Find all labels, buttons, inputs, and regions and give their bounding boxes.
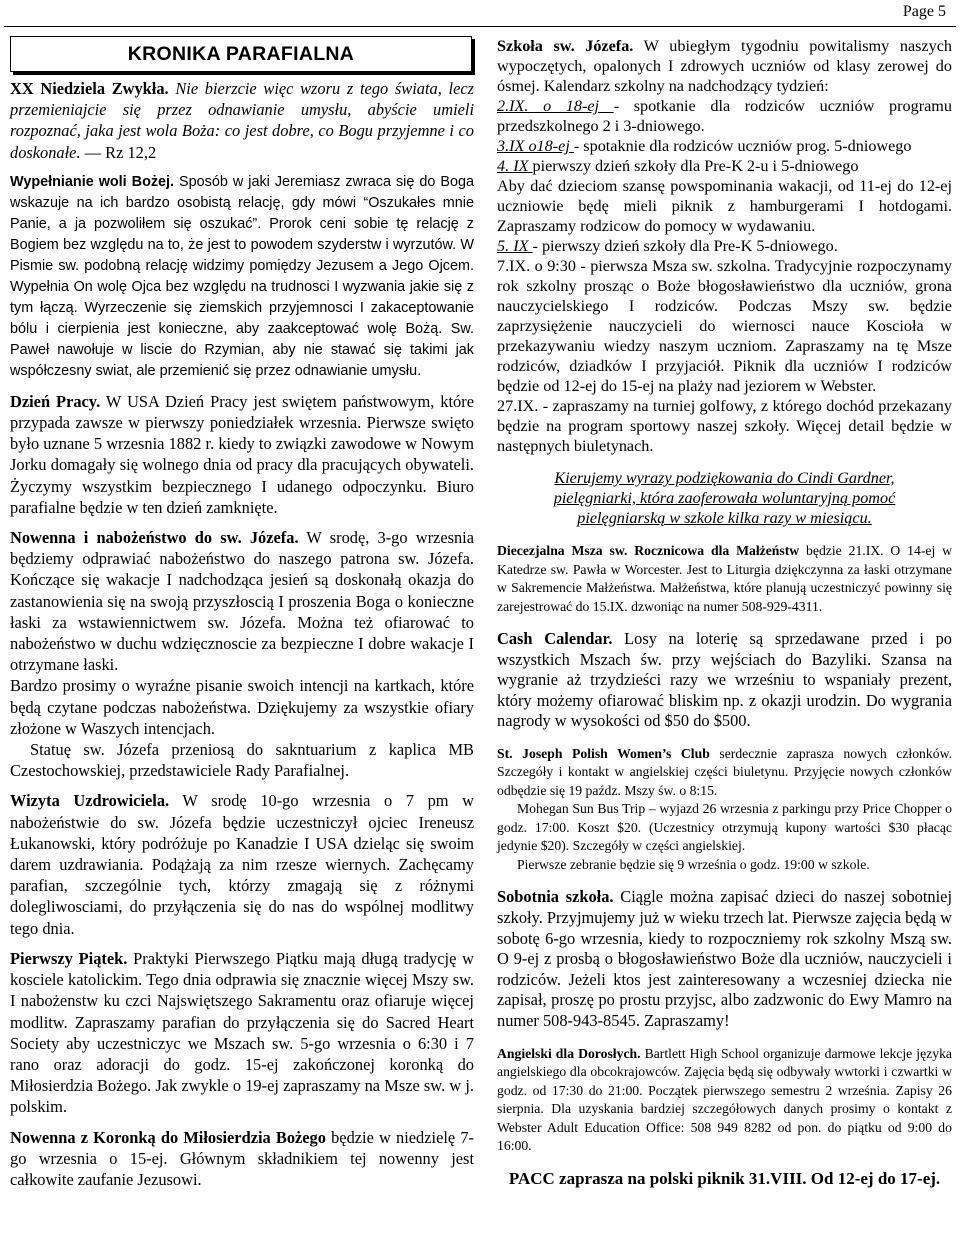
article-healer-visit <box>10 790 474 938</box>
article-title: St. Joseph Polish Women’s Club <box>497 745 710 761</box>
article-cash-calendar <box>497 629 952 732</box>
calendar-date: 4. IX <box>497 157 533 175</box>
article-title: Szkoła sw. Józefa. <box>497 37 634 55</box>
article-title: Nowenna i nabożeństwo do sw. Józefa. <box>10 528 299 548</box>
article-body: Mohegan Sun Bus Trip – wyjazd 26 wrzesnia z parkingu przy Price Chopper o godz. 17:00. Koszt $20. (Uczestnicy otrzymują kupony wartości $30 płacąc jedynie $20). Szczegóły w części angielskiej. <box>497 801 952 854</box>
article-body: Pierwsze zebranie będzie się 9 września o godz. 19:00 w szkole. <box>517 856 870 872</box>
article-body: Sposób w jaki Jeremiasz zwraca się do Boga wskazuje na ich bardzo osobistą relację, gdy mówi “Oszukałes mnie Panie, a ja pozwoliłem się oszukać”. Prorok ceni sobie tę relację z Bogiem bez względu na to, że jest to powodem szyderstw i wyrzutów. W Pismie sw. podobną relację widzimy pomiędzy Jezusem a Jego Ojcem. Wypełnia On wolę Ojca bez względu na trudnosci I wyzwania jakie się z tym łączą. Wyrzeczenie się ziemskich przyjemnosci I zakaceptowanie bólu i cierpienia jest konieczne, aby zaakceptować wolę Bożą. Sw. Paweł nawołuje w liscie do Rzymian, aby nie stawać się takimi jak współczesny swiat, ale przemienić się przez odnawianie umysłu. <box>10 173 474 379</box>
article-body: 27.IX. - zapraszamy na turniej golfowy, z którego dochód przekazany będzie na program sportowy naszej szkoły. Więcej detail będzie w następnych biuletynach. <box>497 397 952 455</box>
page-number: Page 5 <box>902 3 946 20</box>
article-body: Aby dać dzieciom szansę powspominania wakacji, od 11-ej do 12-ej uczniowie będę mieli piknik z hamburgerami I hotdogami. Zapraszamy rodzicow do pomocy w wydawaniu. <box>497 177 952 235</box>
thank-you-note: Kierujemy wyrazy podziękowania do Cindi Gardner, pielęgniarki, która zaoferowała woluntaryjną pomoć pielęgniarską w szkole kilka razy w miesiącu. <box>553 469 896 527</box>
article-body: Bartlett High School organizuje darmowe lekcje języka angielskiego dla obcokrajowców. Zajęcia będą się odbywały wwtorki i czwartki w godz. od 17:30 do 21:00. Początek pierwszego semestru 2 września. Zapisy 26 sierpnia. Dla uzyskania bardziej szczegółowych danych prosimy o kontakt z Webster Adult Education Office: 508 949 8282 od pon. do piątku od 9:00 do 16:00. <box>497 1045 953 1154</box>
article-sunday <box>10 78 474 163</box>
article-title: Angielski dla Dorosłych. <box>497 1045 641 1061</box>
article-divine-mercy-novena <box>10 1127 474 1191</box>
article-body: Ciągle można zapisać dzieci do naszej sobotniej szkoły. Przyjmujemy już w wieku trzech lat. Pierwsze zajęcia będą w sobotę 6-go wrzesnia, kiedy to rozpoczniemy rok szkolny Mszą sw. O 9-ej z prosbą o błogosławieństwo Boże dla uczniów, nauczycieli i rodziców. Jeżeli ktos jest zainteresowany a wczesniej dziecka nie zapisał, proszę po prostu przyjsc, albo zadzwonic do Ewy Mamro na numer 508-943-8545. Zapraszamy! <box>497 887 952 1031</box>
article-body: będzie w niedzielę 7-go wrzesnia o 15-ej. Głównym składnikiem tej nowenny jest całkowite zaufanie Jezusowi. <box>10 1127 474 1189</box>
scripture-reference: — Rz 12,2 <box>80 142 157 162</box>
scripture-quote: Nie bierzcie więc wzoru z tego świata, lecz przemieniajcie się przez odnawianie umysłu, abyście umieli rozpoznać, jaka jest wola Boża: co jest dobre, co Bogu przyjemne i co doskonałe. <box>10 79 474 162</box>
article-title: Cash Calendar. <box>497 629 613 648</box>
article-body: 7.IX. o 9:30 - pierwsza Msza sw. szkolna. Tradycyjnie rozpoczynamy rok szkolny prosząc o Boże błogosławieństwo dla uczniów, grona nauczycielskiego I rodziców. Podczas Mszy sw. będzie zaprzysiężenie nauczycieli do wiernosci nauce Koscioła w przekazywaniu wiedzy naszym uczniom. Zapraszamy na tę Msze rodziców, dziadków I przyjaciół. Piknik dla uczniów I rodziców będzie od 12-ej do 15-ej na plaży nad jeziorem w Webster. <box>497 257 952 395</box>
article-title: Nowenna z Koronką do Miłosierdzia Bożego <box>10 1127 326 1147</box>
article-body: Losy na loterię są sprzedawane przed i po wszystkich Mszach św. przy wejściach do Bazyliki. Szansa na wygranie aż trzydzieści razy we wrześniu to wspaniały prezent, który możemy ofiarować bliskim np. z okazji urodzin. Do wygrania nagrody w wysokości od $50 do $500. <box>497 629 953 731</box>
header-rule <box>4 26 956 27</box>
article-novena-st-joseph <box>10 527 474 781</box>
article-title: Wypełnianie woli Bożej. <box>10 173 175 190</box>
article-title: Sobotnia szkoła. <box>497 887 614 907</box>
calendar-item: 2.IX. o 18-ej - spotkanie dla rodziców uczniów programu przedszkolnego 2 i 3-dniowego. <box>497 97 952 135</box>
section-banner: KRONIKA PARAFIALNA <box>10 36 472 72</box>
article-first-friday <box>10 948 474 1118</box>
article-body: serdecznie zaprasza nowych członków. Szczegóły i kontakt w angielskiej części biuletynu. Przyjęcie nowych członków odbędzie się 19 paźdz. Mszy św. o 8:15. <box>497 745 952 798</box>
calendar-item: 4. IX pierwszy dzień szkoły dla Pre-K 2-u i 5-dniowego <box>497 157 859 175</box>
article-body: Statuę sw. Józefa przeniosą do sakntuarium z kaplica MB Czestochowskiej, przedstawiciele Rady Parafialnej. <box>10 740 474 781</box>
article-body: W ubiegłym tygodniu powitalismy naszych wypoczętych, opalonych I zdrowych uczniów od klasy zerowej do ósmej. Kalendarz szkolny na nadchodzący tydzień: <box>497 37 952 95</box>
article-title: Diecezjalna Msza sw. Rocznicowa dla Małżeństw <box>497 543 800 558</box>
article-title: Dzień Pracy. <box>10 391 101 411</box>
article-body: W srodę, 3-go wrzesnia będziemy odprawiać nabożeństwo do naszego patrona sw. Józefa. Kończące się wakacje I nadchodząca jesień są doskonałą okazja do zastanowienia się na swoją przyszłoscią I proszenia Boga o konieczne łaski za wstawiennictwem sw. Józefa. Można też ofiarować to nabożeństwo w duchu wdzięcznoscie za bezpieczne I dobre wakacje I otrzymane łaski. <box>10 528 474 675</box>
article-body: będzie 21.IX. O 14-ej w Katedrze sw. Pawła w Worcester. Jest to Liturgia dziękczynna za łaski otrzymane w Sakremencie Małżeństwa. Małżeństwa, które planują uczestniczyć powinny się zarejestrować do 15.IX. dzwoniąc na numer 508-929-4311. <box>497 543 952 614</box>
left-column <box>10 36 474 1199</box>
calendar-date: 3.IX o18-ej <box>497 137 574 155</box>
calendar-item: 3.IX o18-ej - spotaknie dla rodziców uczniów prog. 5-dniowego <box>497 137 912 155</box>
article-anniversary-mass <box>497 542 952 616</box>
article-english-for-adults <box>497 1045 952 1156</box>
article-body: Praktyki Pierwszego Piątku mają długą tradycję w kosciele katolickim. Tego dnia odprawia się znacznie więcej Mszy sw. I nabożenstw ku czci Najswiętszego Sakramentu oraz ofiaruje więcej modlitw. Zapraszamy parafian do przyłączenia się do Sacred Heart Society aby uczestniczyc we Mszach sw. 5-go wrzesnia o 6:30 i 7 rano oraz adoracji do godz. 15-ej zakończonej koronką do Miłosierdzia Bożego. Jak zwykle o 19-ej zapraszamy na Msze sw. w j. polskim. <box>10 948 475 1117</box>
right-column <box>497 36 952 1189</box>
calendar-item: 5. IX - pierwszy dzień szkoły dla Pre-K 5-dniowego. <box>497 237 838 255</box>
article-title: Wizyta Uzdrowiciela. <box>10 791 170 811</box>
calendar-date: 5. IX <box>497 237 533 255</box>
article-title: Pierwszy Piątek. <box>10 948 128 968</box>
article-will-of-god <box>10 172 474 382</box>
article-title: XX Niedziela Zwykła. <box>10 79 169 98</box>
picnic-announcement: PACC zaprasza na polski piknik 31.VIII. Od 12-ej do 17-ej. <box>508 1168 941 1188</box>
calendar-date: 2.IX. o 18-ej <box>497 97 614 115</box>
article-womens-club <box>497 745 952 875</box>
article-body: W srodę 10-go wrzesnia o 7 pm w nabożeństwie do sw. Józefa będzie uczestniczył ojciec Ireneusz Łukanowski, który podróżuje po Kanadzie I USA dzieląc się swoim darem uzdrawiania. Podążają za nim rzesze wiernych. Zachęcamy parafian, szczególnie tych, którzy zmagają się z różnymi dolegliwosciami, do przyłączenia się do nas do wspólnej modlitwy tego dnia. <box>10 791 474 938</box>
article-school <box>497 36 952 456</box>
article-saturday-school <box>497 887 952 1031</box>
article-body: W USA Dzień Pracy jest swiętem państwowym, które przypada zawsze w pierwszy poniedziałek wrzesnia. Pierwsze swięto było uznane 5 wrzesnia 1882 r. kiedy to związki zawodowe w Nowym Jorku domagały się wolnego dnia od pracy dla pracujących obywateli. Życzymy wszystkim bezpiecznego I udanego odpoczynku. Biuro parafialne będzie w ten dzień zamknięte. <box>10 391 474 517</box>
article-labor-day <box>10 391 474 518</box>
article-body: Bardzo prosimy o wyraźne pisanie swoich intencji na kartkach, które będą czytane podczas nabożeństwa. Dziękujemy za wszystkie ofiary złożone w Waszych intencjach. <box>10 676 474 738</box>
